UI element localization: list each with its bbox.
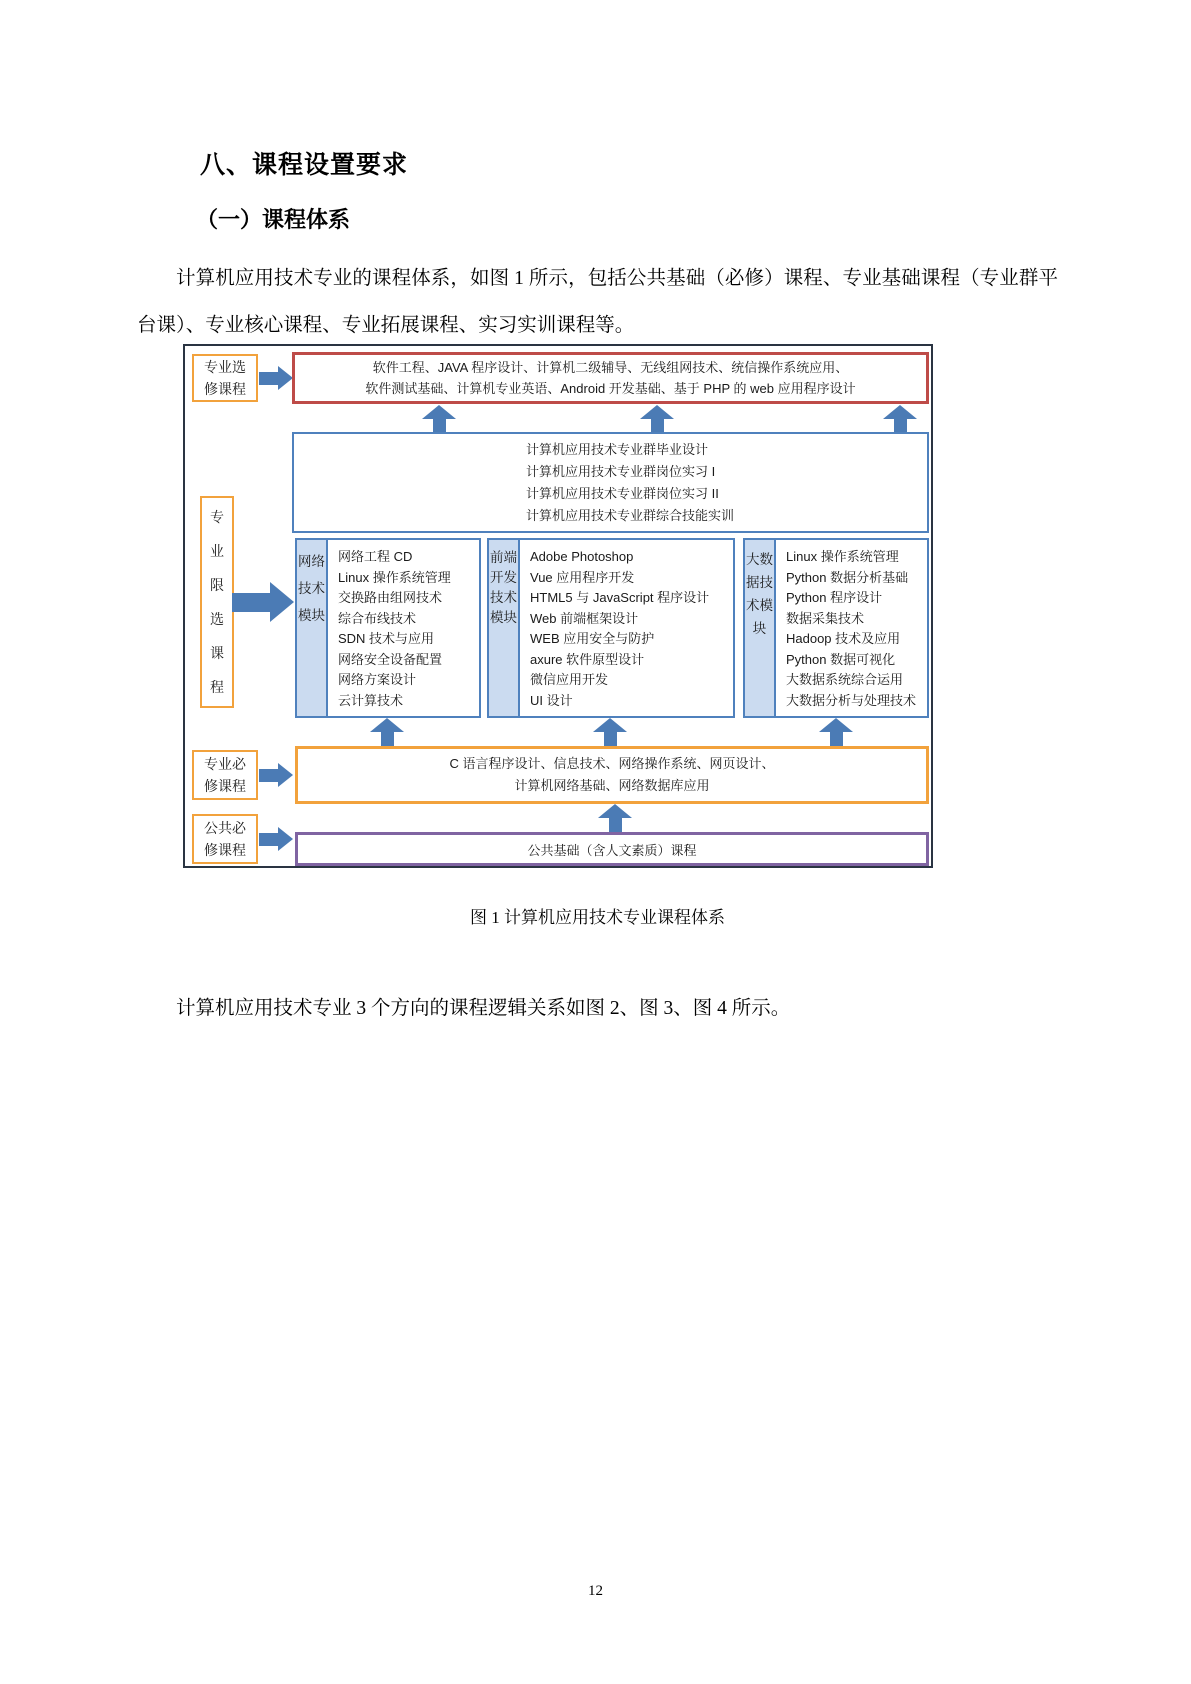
course-item: SDN 技术与应用 — [338, 631, 435, 646]
module-frontend-development — [487, 538, 735, 718]
label-major-required-courses: 专业必修课程 — [192, 750, 258, 800]
subsection-heading: （一）课程体系 — [196, 207, 351, 232]
up-arrow-icon — [593, 718, 627, 746]
elective-courses-line1: 软件工程、JAVA 程序设计、计算机二级辅导、无线组网技术、统信操作系统应用、 — [372, 360, 849, 375]
label-elective-courses: 专业选修课程 — [192, 354, 258, 402]
public-basic-courses-box — [295, 832, 929, 866]
course-item: axure 软件原型设计 — [530, 651, 645, 667]
course-item: 大数据分析与处理技术 — [786, 692, 917, 708]
course-item: Python 数据可视化 — [786, 651, 896, 667]
course-item: Python 程序设计 — [786, 590, 883, 605]
practice-item: 计算机应用技术专业群岗位实习 I — [526, 463, 716, 479]
up-arrow-icon — [640, 405, 674, 433]
right-arrow-icon — [232, 582, 294, 622]
module-name-strip: 前端开发技术模块 — [489, 540, 520, 716]
module-course-list — [776, 540, 927, 716]
practice-item: 计算机应用技术专业群综合技能实训 — [526, 507, 735, 523]
course-item: HTML5 与 JavaScript 程序设计 — [530, 590, 710, 605]
course-item: 微信应用开发 — [530, 672, 609, 687]
closing-paragraph: 计算机应用技术专业 3 个方向的课程逻辑关系如图 2、图 3、图 4 所示。 — [176, 998, 791, 1019]
section-heading: 八、课程设置要求 — [200, 152, 409, 179]
page-number: 12 — [588, 1583, 603, 1599]
course-item: 网络安全设备配置 — [338, 651, 443, 667]
course-item: Python 数据分析基础 — [786, 569, 909, 585]
course-item: Adobe Photoshop — [530, 549, 634, 564]
intro-paragraph: 计算机应用技术专业的课程体系，如图 1 所示，包括公共基础（必修）课程、专业基础课程（专业群平台课）、专业核心课程、专业拓展课程、实习实训课程等。 — [137, 268, 1058, 336]
right-arrow-icon — [259, 763, 293, 787]
module-name-strip: 网络技术模块 — [297, 540, 328, 716]
course-system-diagram — [183, 344, 933, 868]
course-item: 网络方案设计 — [338, 672, 417, 687]
practice-item: 计算机应用技术专业群毕业设计 — [526, 441, 709, 457]
course-item: 交换路由组网技术 — [338, 590, 443, 605]
course-item: Web 前端框架设计 — [530, 610, 639, 626]
course-item: Hadoop 技术及应用 — [786, 631, 901, 646]
label-limited-elective-courses: 专业限选课程 — [200, 496, 234, 708]
module-course-list — [328, 540, 479, 716]
module-network-technology — [295, 538, 481, 718]
practice-internship-box — [292, 432, 929, 533]
label-public-required-courses: 公共必修课程 — [192, 814, 258, 864]
right-arrow-icon — [259, 366, 293, 390]
public-basic-courses-text: 公共基础（含人文素质）课程 — [527, 842, 697, 858]
course-item: Linux 操作系统管理 — [338, 569, 451, 585]
figure-caption: 图 1 计算机应用技术专业课程体系 — [470, 908, 725, 927]
practice-item: 计算机应用技术专业群岗位实习 II — [526, 485, 719, 501]
course-item: Vue 应用程序开发 — [530, 569, 635, 585]
course-item: WEB 应用安全与防护 — [530, 631, 655, 646]
up-arrow-icon — [422, 405, 456, 433]
up-arrow-icon — [598, 804, 632, 832]
module-course-list — [520, 540, 733, 716]
course-item: 云计算技术 — [338, 692, 404, 708]
module-name-strip: 大数据技术模块 — [745, 540, 776, 716]
course-item: 数据采集技术 — [786, 610, 865, 626]
course-item: 网络工程 CD — [338, 549, 413, 564]
elective-courses-box — [292, 352, 929, 404]
course-item: Linux 操作系统管理 — [786, 549, 899, 564]
course-item: UI 设计 — [530, 692, 573, 708]
course-item: 综合布线技术 — [338, 610, 417, 626]
core-courses-line2: 计算机网络基础、网络数据库应用 — [514, 778, 710, 793]
course-item: 大数据系统综合运用 — [786, 672, 904, 687]
up-arrow-icon — [883, 405, 917, 433]
core-courses-box — [295, 746, 929, 804]
elective-courses-line2: 软件测试基础、计算机专业英语、Android 开发基础、基于 PHP 的 web 应用程序设计 — [365, 381, 856, 396]
up-arrow-icon — [370, 718, 404, 746]
right-arrow-icon — [259, 827, 293, 851]
core-courses-line1: C 语言程序设计、信息技术、网络操作系统、网页设计、 — [449, 756, 775, 771]
module-big-data — [743, 538, 929, 718]
up-arrow-icon — [819, 718, 853, 746]
